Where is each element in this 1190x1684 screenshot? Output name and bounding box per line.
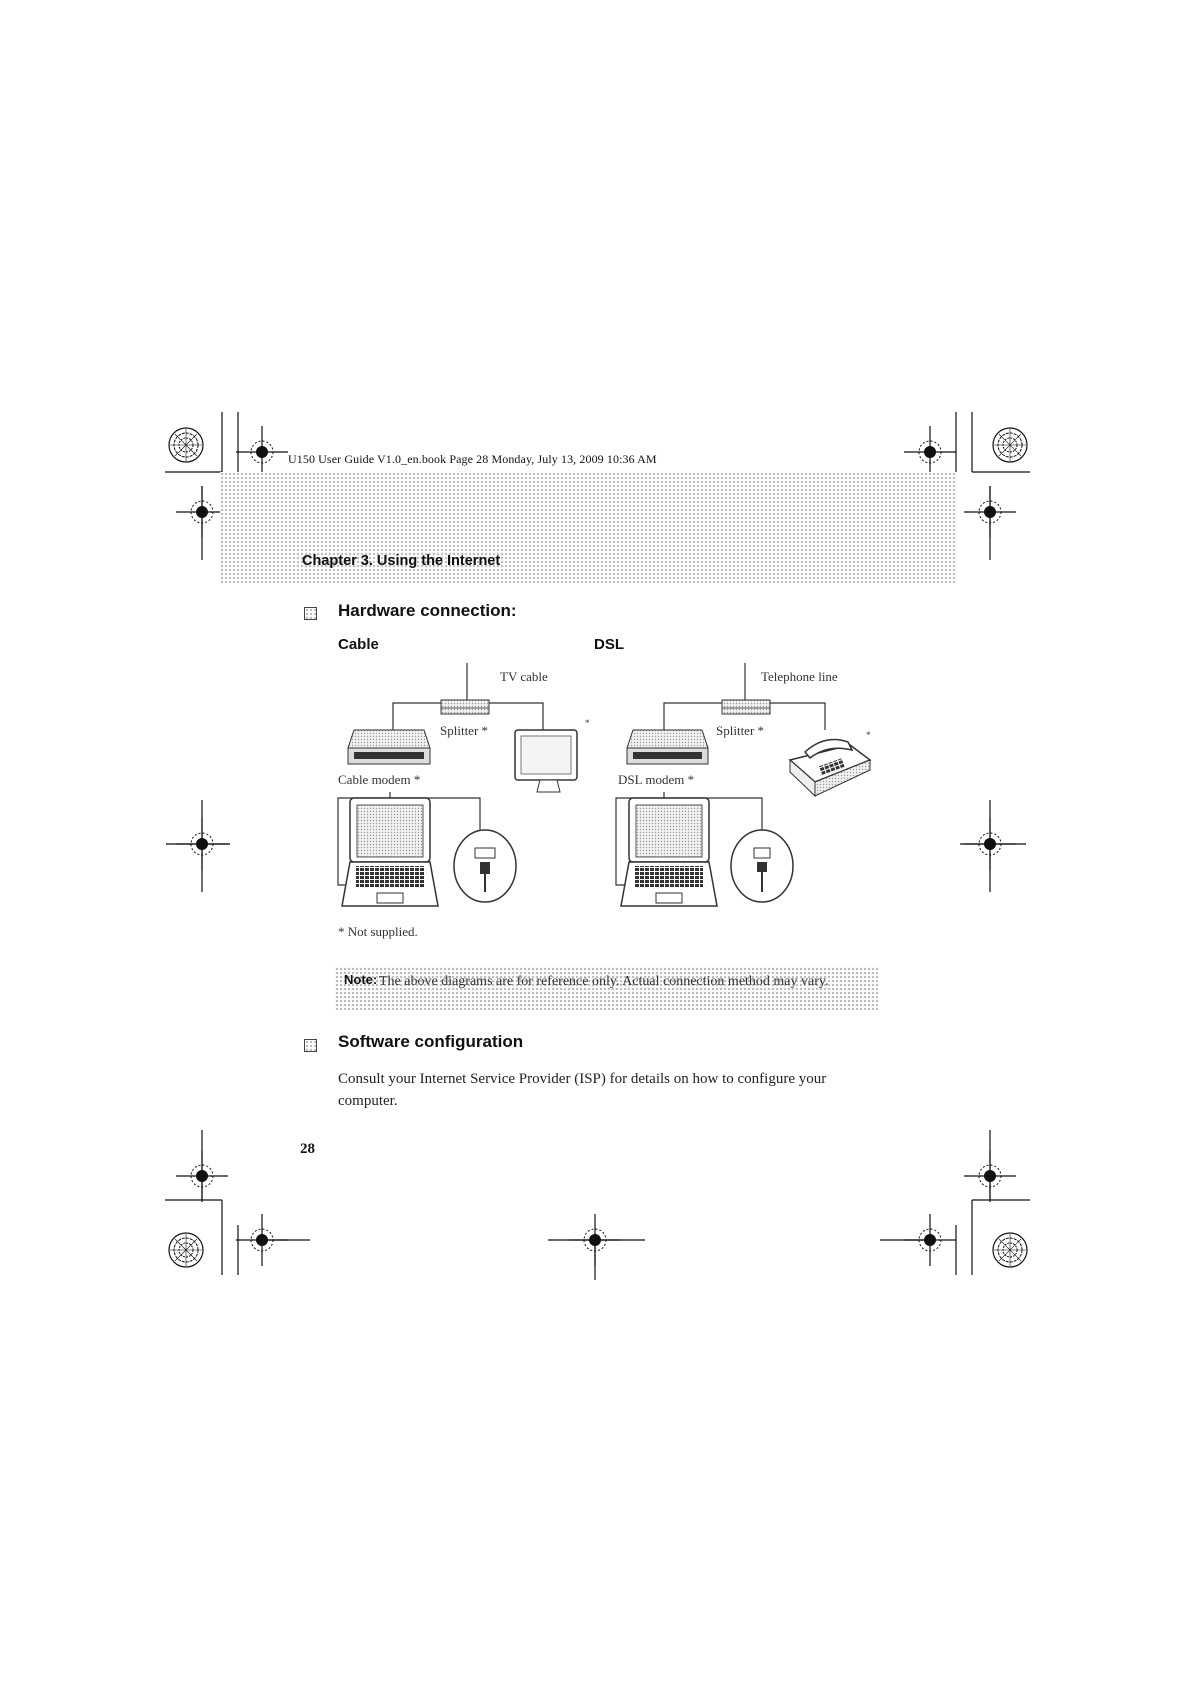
phone-not-supplied-mark: *	[866, 730, 871, 740]
dsl-subtitle: DSL	[594, 636, 624, 653]
cable-subtitle: Cable	[338, 636, 379, 653]
dsl-splitter-label: Splitter *	[716, 723, 765, 738]
cable-splitter-device	[441, 700, 489, 714]
cable-port-callout	[454, 830, 516, 902]
section-bullet-icon	[304, 1039, 317, 1052]
dsl-modem-device	[627, 730, 708, 764]
page-number: 28	[300, 1141, 315, 1157]
dsl-laptop-device	[621, 798, 717, 906]
cable-laptop-device	[342, 798, 438, 906]
book-header-line: U150 User Guide V1.0_en.book Page 28 Monday, July 13, 2009 10:36 AM	[288, 452, 657, 466]
software-body-text: Consult your Internet Service Provider (ISP) for details on how to configure your computer.	[338, 1071, 827, 1109]
dsl-splitter-device	[722, 700, 770, 714]
cable-modem-label: Cable modem *	[338, 772, 421, 787]
telephone-device	[790, 740, 870, 796]
monitor-device	[515, 730, 577, 792]
dsl-port-callout	[731, 830, 793, 902]
cable-modem-device	[348, 730, 430, 764]
dsl-modem-label: DSL modem *	[618, 772, 695, 787]
note-text: The above diagrams are for reference only. Actual connection method may vary.	[379, 974, 829, 989]
monitor-not-supplied-mark: *	[585, 718, 590, 728]
note-label: Note:	[344, 972, 378, 987]
cable-splitter-label: Splitter *	[440, 723, 489, 738]
chapter-title: Chapter 3. Using the Internet	[302, 553, 501, 569]
telephone-line-label: Telephone line	[761, 669, 838, 684]
not-supplied-footnote: * Not supplied.	[338, 924, 418, 939]
hardware-connection-title: Hardware connection:	[338, 601, 517, 620]
software-configuration-title: Software configuration	[338, 1032, 524, 1051]
tv-cable-label: TV cable	[500, 669, 548, 684]
